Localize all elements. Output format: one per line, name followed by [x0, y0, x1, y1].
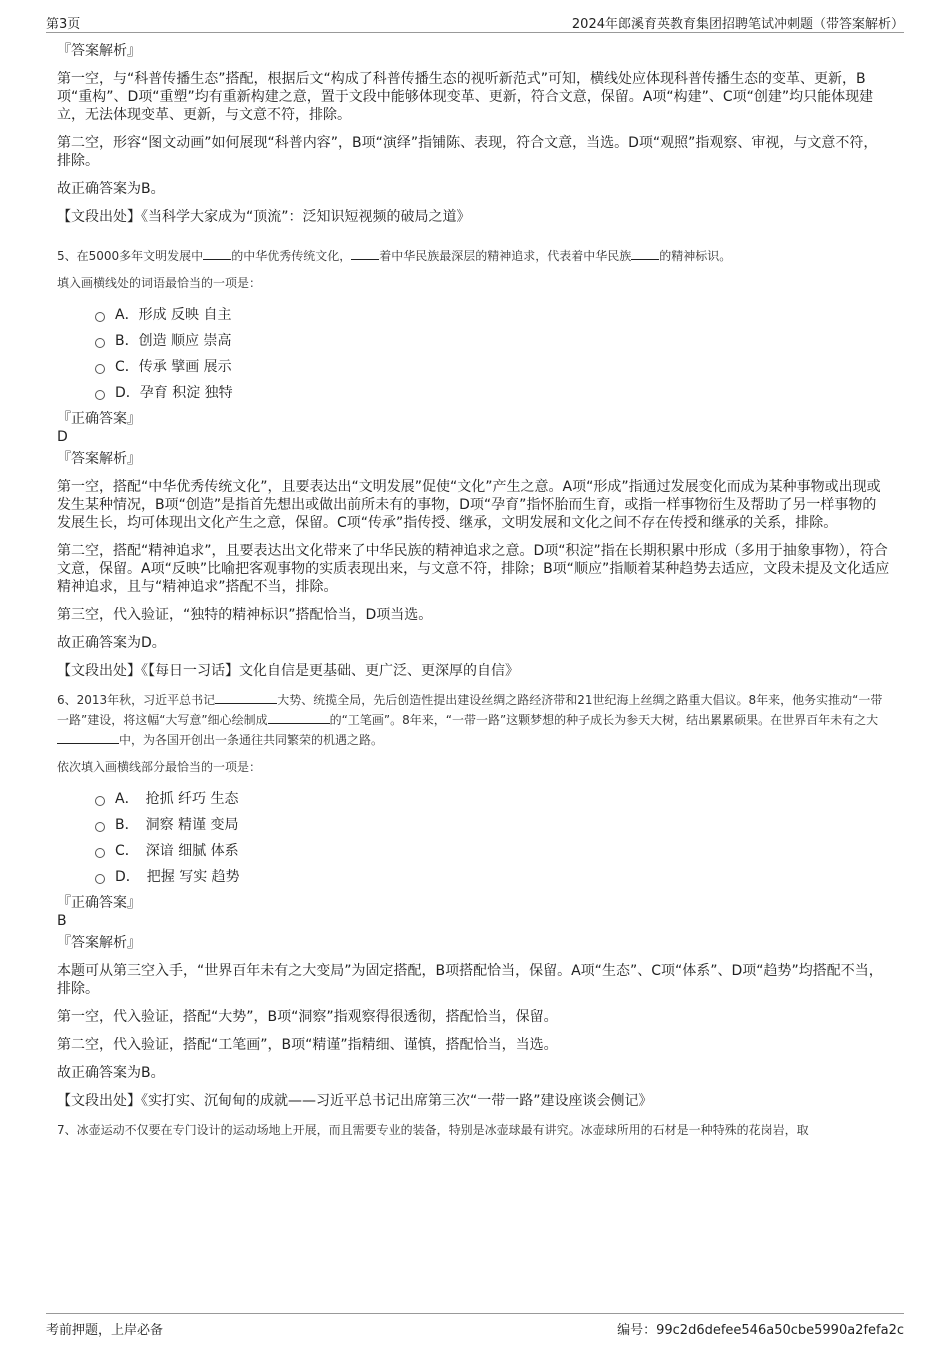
- q6-analysis-para2: 第一空，代入验证，搭配“大势”，B项“洞察”指观察得很透彻，搭配恰当，保留。: [57, 1009, 558, 1025]
- blank-2: [351, 247, 379, 260]
- document-id: 编号：99c2d6defee546a50cbe5990a2fefa2c: [617, 1323, 904, 1338]
- blank-3: [57, 731, 119, 744]
- q6-option-b[interactable]: B． 洞察 精谨 变局: [95, 816, 890, 834]
- q5-analysis-para4: 故正确答案为D。: [57, 635, 166, 651]
- q5-prompt: 填入画横线处的词语最恰当的一项是：: [57, 276, 262, 290]
- q6-option-a[interactable]: A． 抢抓 纤巧 生态: [95, 790, 890, 808]
- radio-icon[interactable]: [95, 822, 105, 832]
- radio-icon[interactable]: [95, 338, 105, 348]
- radio-icon[interactable]: [95, 796, 105, 806]
- page-header: [46, 10, 904, 33]
- q6-analysis-para3: 第二空，代入验证，搭配“工笔画”，B项“精谨”指精细、谨慎，搭配恰当，当选。: [57, 1037, 558, 1053]
- q4-source: 【文段出处】《当科学大家成为“顶流”：泛知识短视频的破局之道》: [57, 209, 471, 225]
- radio-icon[interactable]: [95, 312, 105, 322]
- blank-3: [631, 247, 659, 260]
- page-footer: [46, 1313, 904, 1338]
- radio-icon[interactable]: [95, 874, 105, 884]
- q6-analysis-label: 『答案解析』: [57, 935, 141, 951]
- q6-source: 【文段出处】《实打实、沉甸甸的成就——习近平总书记出席第三次“一带一路”建设座谈会侧记》: [57, 1093, 653, 1109]
- q4-analysis-para2: 第二空，形容“图文动画”如何展现“科普内容”，B项“演绎”指铺陈、表现，符合文意，当选。D项“观照”指观察、审视，与文意不符，排除。: [57, 135, 878, 169]
- q6-option-c[interactable]: C． 深谙 细腻 体系: [95, 842, 890, 860]
- q4-analysis-para1: 第一空，与“科普传播生态”搭配，根据后文“构成了科普传播生态的视听新范式”可知，横线处应体现科普传播生态的变革、更新，B项“重构”、D项“重塑”均有重新构建之意，置于文段中能够体现变革、更新，符合文意，保留。A项“构建”、C项“创建”均只能体现建立，无法体现变革、更新，与文意不符，排除。: [57, 71, 874, 123]
- radio-icon[interactable]: [95, 390, 105, 400]
- q5-analysis-para2: 第二空，搭配“精神追求”，且要表达出文化带来了中华民族的精神追求之意。D项“积淀”指在长期积累中形成（多用于抽象事物），符合文意，保留。A项“反映”比喻把客观事物的实质表现出来，与文意不符，排除；B项“顺应”指顺着某种趋势去适应，文段未提及文化适应精神追求，且与“精神追求”搭配不当，排除。: [57, 543, 890, 595]
- q6-option-d[interactable]: D． 把握 写实 趋势: [95, 868, 890, 886]
- q6-prompt: 依次填入画横线部分最恰当的一项是：: [57, 760, 262, 774]
- q5-analysis-label: 『答案解析』: [57, 451, 141, 467]
- q5-analysis-para1: 第一空，搭配“中华优秀传统文化”，且要表达出“文明发展”促使“文化”产生之意。A项“形成”指通过发展变化而成为某种事物或出现或发生某种情况，B项“创造”是指首先想出或做出前所未有的事物，D项“孕育”指怀胎而生育，或指一样事物衍生及帮助了另一样事物的发展生长，均可体现出文化产生之意，保留。C项“传承”指传授、继承，文明发展和文化之间不存在传授和继承的关系，排除。: [57, 479, 881, 531]
- blank-1: [215, 691, 277, 704]
- q6-options: [95, 790, 890, 886]
- document-title: 2024年郎溪育英教育集团招聘笔试冲刺题（带答案解析）: [571, 17, 904, 32]
- document-body: [57, 42, 890, 1148]
- page-number: 第3页: [46, 17, 81, 32]
- q6-stem: 6、2013年秋，习近平总书记 大势、统揽全局，先后创造性提出建设丝绸之路经济带和21世纪海上丝绸之路重大倡议。8年来，他务实推动“一带一路”建设，将这幅“大写意”细心绘制成 的“工笔画”。8年来，“一带一路”这颗梦想的种子成长为参天大树，结出累累硕果。在世界百年未有之大中，为各国开创出一条通往共同繁荣的机遇之路。: [57, 693, 883, 747]
- q6-answer: B: [57, 913, 67, 929]
- q5-analysis-para3: 第三空，代入验证，“独特的精神标识”搭配恰当，D项当选。: [57, 607, 433, 623]
- q6-analysis-para4: 故正确答案为B。: [57, 1065, 165, 1081]
- q4-analysis-para3: 故正确答案为B。: [57, 181, 165, 197]
- q5-option-d[interactable]: D．孕育 积淀 独特: [95, 384, 890, 402]
- q5-option-b[interactable]: B．创造 顺应 崇高: [95, 332, 890, 350]
- q5-stem: 5、在5000多年文明发展中 的中华优秀传统文化， 着中华民族最深层的精神追求，代表着中华民族 的精神标识。: [57, 249, 732, 263]
- q5-correct-label: 『正确答案』: [57, 411, 141, 427]
- blank-1: [203, 247, 231, 260]
- blank-2: [268, 711, 330, 724]
- q5-answer: D: [57, 429, 68, 445]
- q5-options: [95, 306, 890, 402]
- q5-option-c[interactable]: C．传承 擘画 展示: [95, 358, 890, 376]
- q5-option-a[interactable]: A．形成 反映 自主: [95, 306, 890, 324]
- radio-icon[interactable]: [95, 848, 105, 858]
- q4-analysis-label: 『答案解析』: [57, 43, 141, 59]
- radio-icon[interactable]: [95, 364, 105, 374]
- q5-source: 【文段出处】《【每日一习话】文化自信是更基础、更广泛、更深厚的自信》: [57, 663, 519, 679]
- q7-stem: 7、冰壶运动不仅要在专门设计的运动场地上开展，而且需要专业的装备，特别是冰壶球最有讲究。冰壶球所用的石材是一种特殊的花岗岩，取: [57, 1123, 809, 1137]
- q6-correct-label: 『正确答案』: [57, 895, 141, 911]
- q6-analysis-para1: 本题可从第三空入手，“世界百年未有之大变局”为固定搭配，B项搭配恰当，保留。A项“生态”、C项“体系”、D项“趋势”均搭配不当，排除。: [57, 963, 883, 997]
- footer-slogan: 考前押题，上岸必备: [46, 1323, 164, 1338]
